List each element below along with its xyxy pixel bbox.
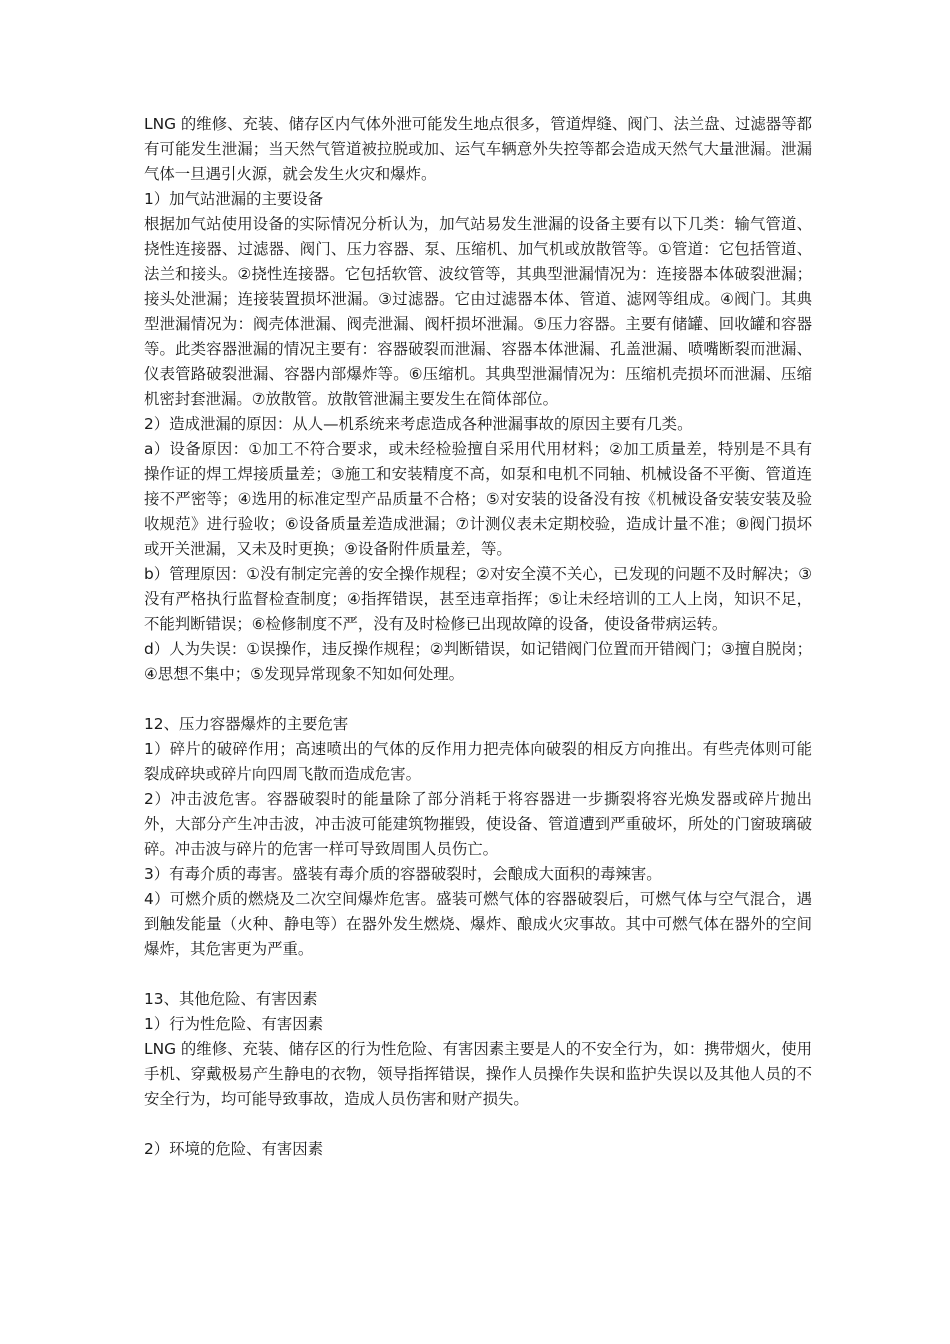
- blank-line: [144, 687, 812, 712]
- paragraph-human-error: d）人为失误：①误操作，违反操作规程；②判断错误，如记错阀门位置而开错阀门；③擅自脱岗；④思想不集中；⑤发现异常现象不知如何处理。: [144, 640, 812, 683]
- paragraph-combustible: 4）可燃介质的燃烧及二次空间爆炸危害。盛装可燃气体的容器破裂后，可燃气体与空气混合，遇到触发能量（火种、静电等）在器外发生燃烧、爆炸、酿成火灾事故。其中可燃气体在器外的空间爆炸，其危害更为严重。: [144, 890, 812, 958]
- section-heading-13: 13、其他危险、有害因素: [144, 990, 318, 1008]
- paragraph-shockwave: 2）冲击波危害。容器破裂时的能量除了部分消耗于将容器进一步撕裂将容光焕发器或碎片抛出外，大部分产生冲击波，冲击波可能建筑物摧毁，使设备、管道遭到严重破坏，所处的门窗玻璃破碎。冲击波与碎片的危害一样可导致周围人员伤亡。: [144, 790, 812, 858]
- document-body: [144, 112, 812, 1162]
- paragraph-leak-equipment: 根据加气站使用设备的实际情况分析认为，加气站易发生泄漏的设备主要有以下几类：输气管道、挠性连接器、过滤器、阀门、压力容器、泵、压缩机、加气机或放散管等。①管道：它包括管道、法兰和接头。②挠性连接器。它包括软管、波纹管等，其典型泄漏情况为：连接器本体破裂泄漏；接头处泄漏；连接装置损坏泄漏。③过滤器。它由过滤器本体、管道、滤网等组成。④阀门。其典型泄漏情况为：阀壳体泄漏、阀壳泄漏、阀杆损坏泄漏。⑤压力容器。主要有储罐、回收罐和容器等。此类容器泄漏的情况主要有：容器破裂而泄漏、容器本体泄漏、孔盖泄漏、喷嘴断裂而泄漏、仪表管路破裂泄漏、容器内部爆炸等。⑥压缩机。其典型泄漏情况为：压缩机壳损坏而泄漏、压缩机密封套泄漏。⑦放散管。放散管泄漏主要发生在简体部位。: [144, 215, 812, 408]
- heading-behavioral-hazards: 1）行为性危险、有害因素: [144, 1015, 324, 1033]
- paragraph-intro: LNG 的维修、充装、储存区内气体外泄可能发生地点很多，管道焊缝、阀门、法兰盘、过滤器等都有可能发生泄漏；当天然气管道被拉脱或加、运气车辆意外失控等都会造成天然气大量泄漏。泄漏气体一旦遇引火源，就会发生火灾和爆炸。: [144, 115, 812, 183]
- heading-environmental-hazards: 2）环境的危险、有害因素: [144, 1140, 324, 1158]
- blank-line: [144, 1112, 812, 1137]
- paragraph-behavioral-hazards: LNG 的维修、充装、储存区的行为性危险、有害因素主要是人的不安全行为，如：携带烟火，使用手机、穿戴极易产生静电的衣物，领导指挥错误，操作人员操作失误和监护失误以及其他人员的不安全行为，均可能导致事故，造成人员伤害和财产损失。: [144, 1040, 812, 1108]
- blank-line: [144, 962, 812, 987]
- paragraph-management-causes: b）管理原因：①没有制定完善的安全操作规程；②对安全漠不关心，已发现的问题不及时解决；③没有严格执行监督检查制度；④指挥错误，甚至违章指挥；⑤让未经培训的工人上岗，知识不足，不能判断错误；⑥检修制度不严，没有及时检修已出现故障的设备，使设备带病运转。: [144, 565, 812, 633]
- paragraph-fragments: 1）碎片的破碎作用；高速喷出的气体的反作用力把壳体向破裂的相反方向推出。有些壳体则可能裂成碎块或碎片向四周飞散而造成危害。: [144, 740, 812, 783]
- heading-leak-causes: 2）造成泄漏的原因：从人—机系统来考虑造成各种泄漏事故的原因主要有几类。: [144, 415, 693, 433]
- heading-leak-equipment: 1）加气站泄漏的主要设备: [144, 190, 324, 208]
- paragraph-toxic: 3）有毒介质的毒害。盛装有毒介质的容器破裂时，会酿成大面积的毒辣害。: [144, 865, 662, 883]
- paragraph-equipment-causes: a）设备原因：①加工不符合要求，或未经检验擅自采用代用材料；②加工质量差，特别是不具有操作证的焊工焊接质量差；③施工和安装精度不高，如泵和电机不同轴、机械设备不平衡、管道连接不严密等；④选用的标准定型产品质量不合格；⑤对安装的设备没有按《机械设备安装安装及验收规范》进行验收；⑥设备质量差造成泄漏；⑦计测仪表未定期校验，造成计量不准；⑧阀门损坏或开关泄漏，又未及时更换；⑨设备附件质量差，等。: [144, 440, 812, 558]
- section-heading-12: 12、压力容器爆炸的主要危害: [144, 715, 349, 733]
